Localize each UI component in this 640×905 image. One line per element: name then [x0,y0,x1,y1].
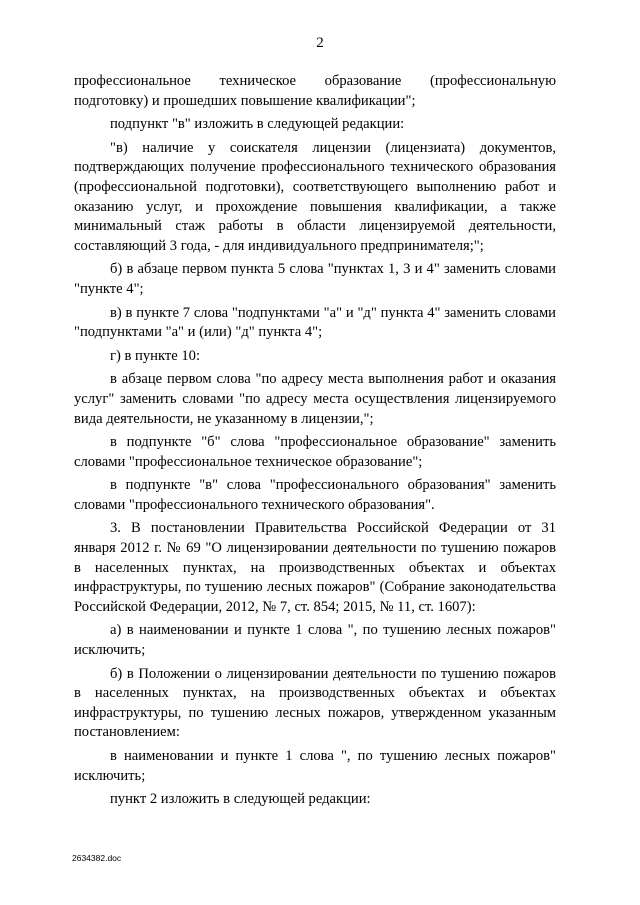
paragraph-section-3: 3. В постановлении Правительства Российской Федерации от 31 января 2012 г. № 69 "О лицензировании деятельности по тушению пожаров в населенных пунктах, на производственных объектах и объектах инфраструктуры, по тушению лесных пожаров" (Собрание законодательства Российской Федерации, 2012, № 7, ст. 854; 2015, № 11, ст. 1607): [74,520,556,615]
paragraph-3b-point-2: пункт 2 изложить в следующей редакции: [110,791,371,808]
paragraph-3b: б) в Положении о лицензировании деятельности по тушению пожаров в населенных пунктах, на производственных объектах и объектах инфраструктуры, по тушению лесных пожаров, утвержденном указанным постановлением: [74,665,556,741]
paragraph-g: г) в пункте 10: [110,347,200,364]
paragraph-g-subpoint-v: в подпункте "в" слова "профессионального образования" заменить словами "профессионального технического образования". [74,477,556,513]
paragraph-continuation: профессиональное техническое образование (профессиональную подготовку) и прошедших повышение квалификации"; [74,73,556,109]
document-id-footer: 2634382.doc [72,853,122,863]
paragraph-g-first-abzac: в абзаце первом слова "по адресу места выполнения работ и оказания услуг" заменить словами "по адресу места осуществления лицензируемого вида деятельности, не указанному в лицензии,"; [74,371,556,427]
document-body [74,72,556,814]
paragraph-3b-name: в наименовании и пункте 1 слова ", по тушению лесных пожаров" исключить; [74,748,556,784]
paragraph-subpoint-v-intro: подпункт "в" изложить в следующей редакции: [110,116,405,133]
paragraph-g-subpoint-b: в подпункте "б" слова "профессиональное образование" заменить словами "профессиональное техническое образование"; [74,434,556,470]
paragraph-subpoint-v-text: "в) наличие у соискателя лицензии (лицензиата) документов, подтверждающих получение профессионального технического образования (профессиональной подготовки), соответствующего выполнению работ и оказанию услуг, и прохождение повышения квалификации, а также минимальный стаж работы в области лицензируемой деятельности, составляющий 3 года, - для индивидуального предпринимателя;"; [74,139,556,254]
paragraph-b: б) в абзаце первом пункта 5 слова "пунктах 1, 3 и 4" заменить словами "пункте 4"; [74,261,556,297]
page-number: 2 [316,35,324,51]
paragraph-3a: а) в наименовании и пункте 1 слова ", по тушению лесных пожаров" исключить; [74,622,556,659]
paragraph-v: в) в пункте 7 слова "подпунктами "а" и "д" пункта 4" заменить словами "подпунктами "а" и (или) "д" пункта 4"; [74,304,556,341]
